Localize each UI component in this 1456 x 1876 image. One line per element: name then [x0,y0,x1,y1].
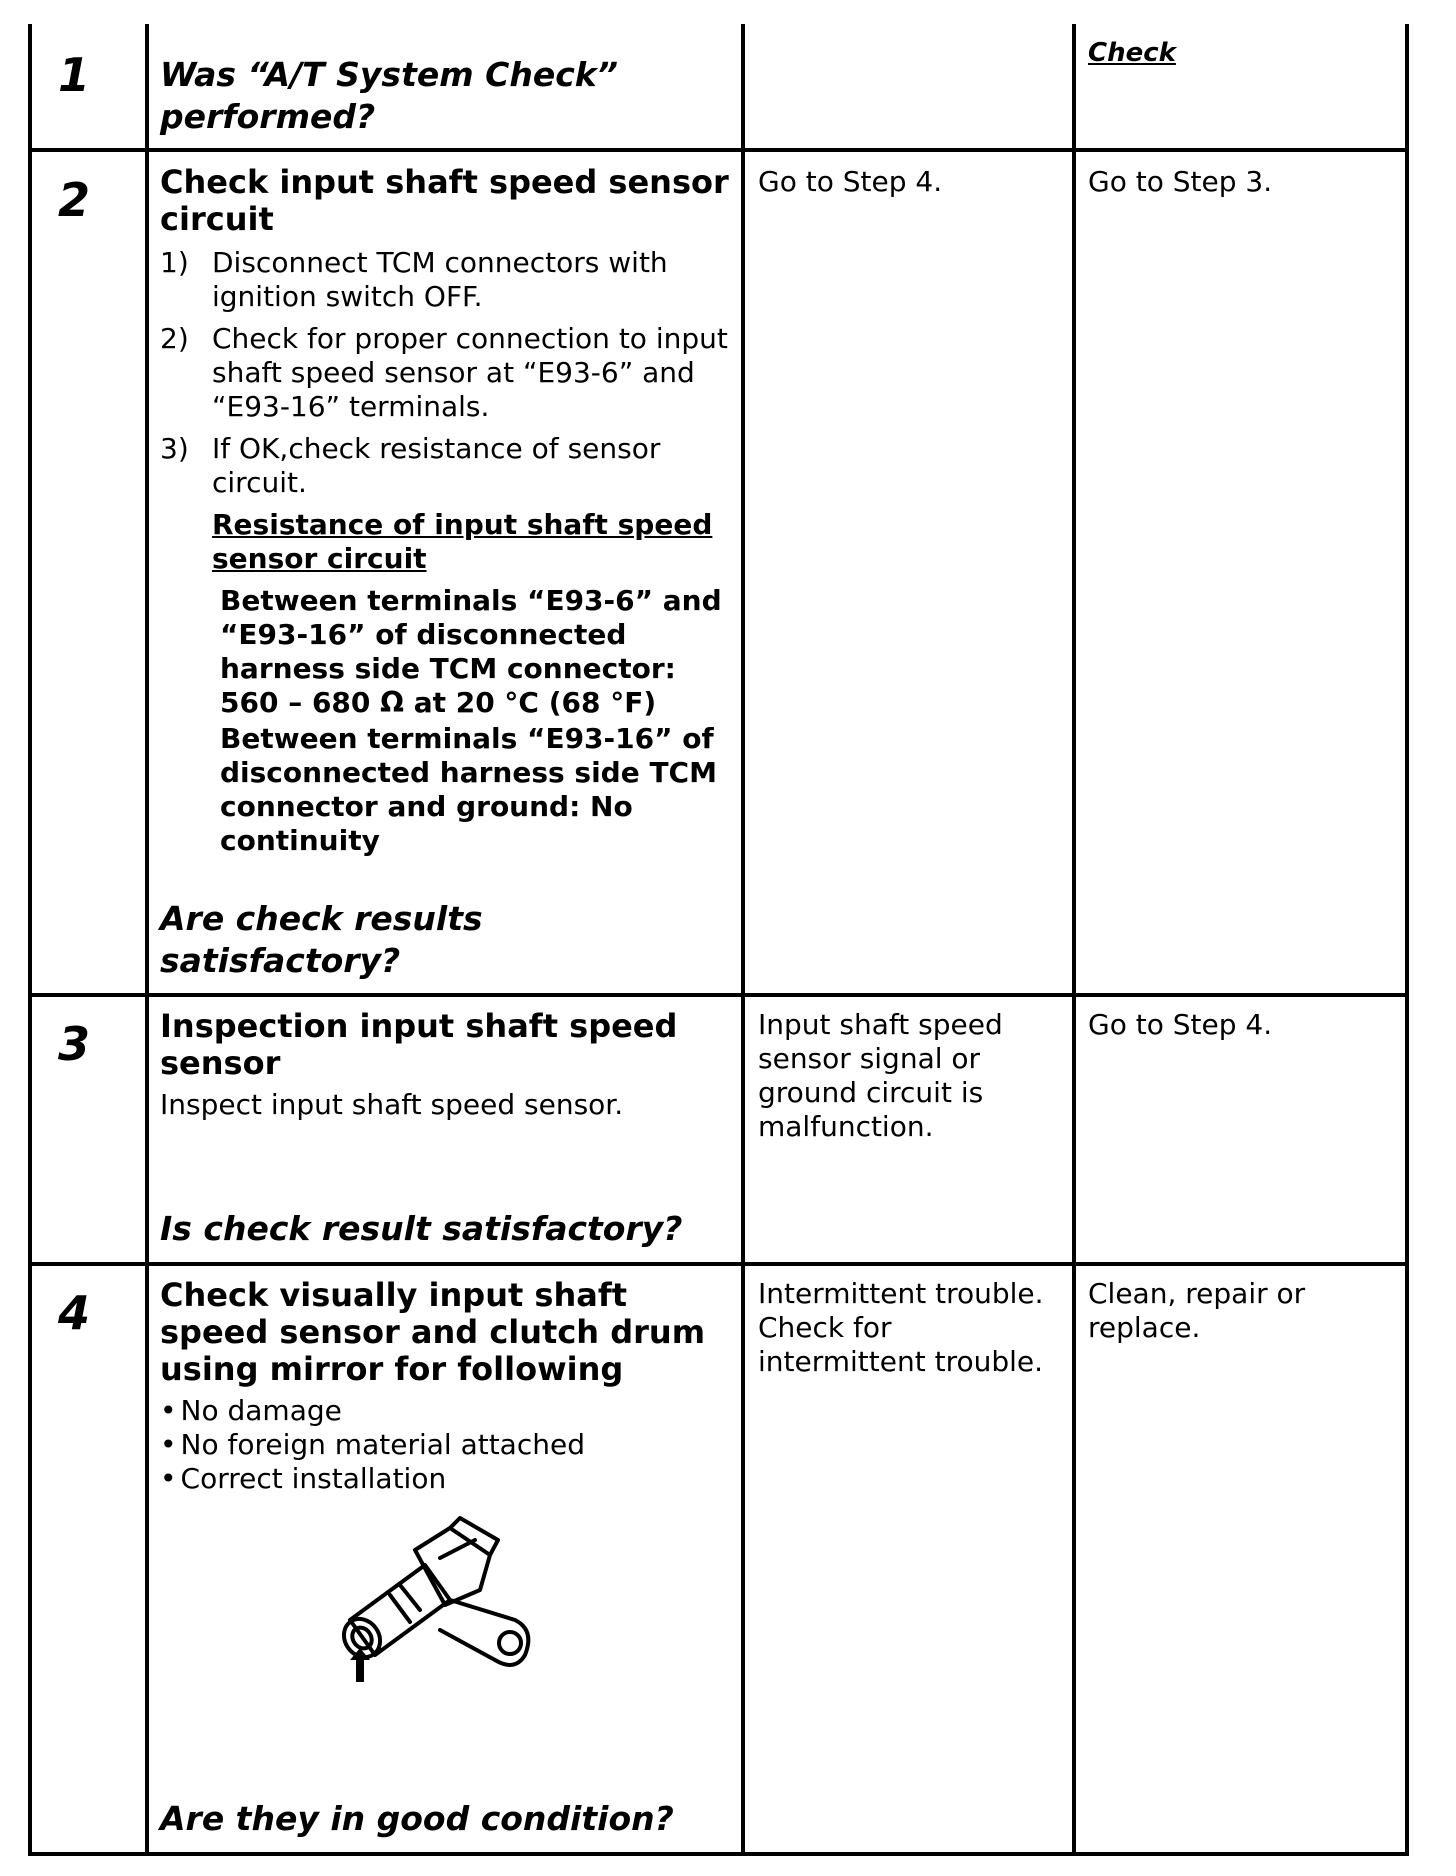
row-divider-2 [28,993,1409,997]
procedure-item-3-number: 3) [160,432,189,465]
sensor-connector [415,1528,490,1605]
step-3-question: Is check result satisfactory? [160,1209,683,1248]
procedure-item-1 [160,246,732,314]
procedure-item-3 [160,432,732,500]
step-number-4: 4 [58,1286,91,1340]
row-divider-3 [28,1262,1409,1266]
table-divider-col3 [1072,24,1076,1856]
step-2-content [160,164,732,858]
step-4-title: Check visually input shaft speed sensor and clutch drum using mirror for following [160,1276,706,1388]
table-border-left [28,24,32,1856]
checklist-item-1: • No damage [160,1394,732,1428]
step-4-no: Clean, repair or replace. [1088,1277,1306,1344]
table-border-right [1405,24,1409,1856]
resistance-spec-title: Resistance of input shaft speed sensor circuit [212,508,713,575]
step-3-body: Inspect input shaft speed sensor. [160,1088,624,1121]
procedure-item-2 [160,322,732,424]
table-border-bottom [28,1852,1409,1856]
checklist-item-3: • Correct installation [160,1462,732,1496]
step-4-question: Are they in good condition? [160,1799,674,1838]
step-4-content [160,1277,732,1496]
step-2-title: Check input shaft speed sensor circuit [160,163,729,238]
step-1-title [160,54,730,138]
step-2-question: Are check results satisfactory? [160,899,483,980]
step-1-title-text: Was “A/T System Check” performed? [160,55,618,136]
checklist-item-2: • No foreign material attached [160,1428,732,1462]
step-1-no [1088,38,1388,68]
step-number-1: 1 [58,48,91,102]
procedure-item-1-text: Disconnect TCM connectors with ignition switch OFF. [212,246,668,313]
step-3-no: Go to Step 4. [1088,1008,1273,1041]
table-divider-col2 [741,24,745,1856]
row-divider-1 [28,148,1409,152]
step-number-2: 2 [58,173,91,227]
check-link[interactable]: Check [1088,38,1176,68]
step-2-yes: Go to Step 4. [758,165,943,198]
step-3-yes: Input shaft speed sensor signal or ground circuit is malfunction. [758,1008,1003,1143]
step-number-3: 3 [58,1017,91,1071]
speed-sensor-illustration [330,1510,550,1690]
procedure-item-2-text: Check for proper connection to input shaft speed sensor at “E93-6” and “E93-16” terminals. [212,322,728,423]
step-2-no: Go to Step 3. [1088,165,1273,198]
step-3-content [160,1008,732,1122]
step-3-title: Inspection input shaft speed sensor [160,1007,678,1082]
resistance-spec-line-1: Between terminals “E93-6” and “E93-16” of disconnected harness side TCM connector: 560 – 680 Ω at 20 °C (68 °F) [220,584,722,719]
mounting-hole [499,1632,521,1654]
step-2-procedure-list [160,246,732,500]
procedure-item-2-number: 2) [160,322,189,355]
resistance-spec-line-2: Between terminals “E93-16” of disconnected harness side TCM connector and ground: No continuity [220,722,717,857]
step-4-checklist [160,1394,732,1496]
table-divider-col1 [145,24,149,1856]
step-4-yes: Intermittent trouble. Check for intermittent trouble. [758,1277,1044,1378]
procedure-item-1-number: 1) [160,246,189,279]
procedure-item-3-text: If OK,check resistance of sensor circuit. [212,432,661,499]
